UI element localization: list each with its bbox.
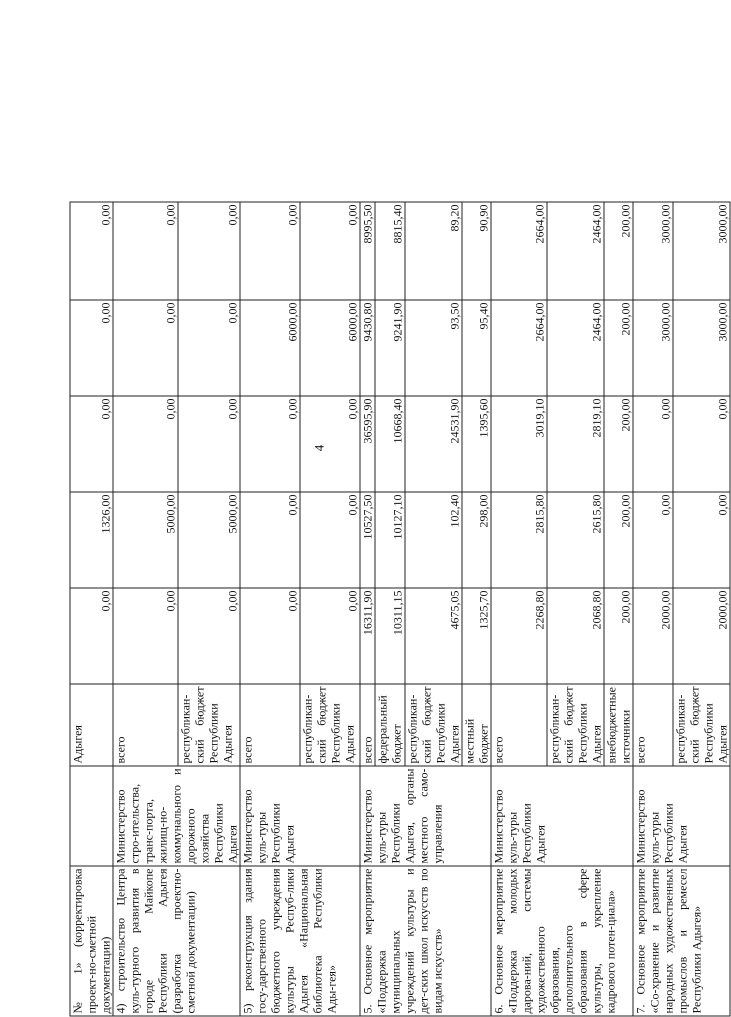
amount-cell-year-1: 0,00 <box>113 588 178 684</box>
amount-cell-year-5: 90,90 <box>462 202 491 300</box>
amount-cell-year-4: 6000,00 <box>240 300 300 396</box>
executor-cell: Министерство куль-туры Республики Адыгея <box>633 766 730 866</box>
amount-cell-year-5: 0,00 <box>113 202 178 300</box>
amount-cell-year-5: 0,00 <box>240 202 300 300</box>
funding-source-cell: республикан-ский бюджет Республики Адыгея <box>547 684 604 766</box>
amount-cell-year-3: 24531,90 <box>405 396 462 492</box>
measure-cell: 7. Основное мероприятие «Со-хранение и развитие народных художественных промыслов и ремесел Республики Адыгея» <box>633 866 730 1016</box>
amount-cell-year-5: 8815,40 <box>375 202 405 300</box>
executor-cell <box>70 766 113 866</box>
amount-cell-year-4: 6000,00 <box>300 300 360 396</box>
amount-cell-year-2: 10527,50 <box>360 492 375 588</box>
amount-cell-year-2: 0,00 <box>240 492 300 588</box>
amount-cell-year-2: 0,00 <box>673 492 730 588</box>
amount-cell-year-3: 0,00 <box>300 396 360 492</box>
amount-cell-year-5: 0,00 <box>300 202 360 300</box>
amount-cell-year-5: 89,20 <box>405 202 462 300</box>
amount-cell-year-3: 3019,10 <box>491 396 547 492</box>
budget-table <box>70 202 731 1017</box>
table-row <box>113 202 178 1016</box>
amount-cell-year-3: 36595,90 <box>360 396 375 492</box>
executor-cell: Министерство куль-туры Республики Адыгея <box>240 766 360 866</box>
amount-cell-year-1: 2000,00 <box>633 588 673 684</box>
funding-source-cell: федеральный бюджет <box>375 684 405 766</box>
amount-cell-year-2: 200,00 <box>604 492 633 588</box>
amount-cell-year-5: 2464,00 <box>547 202 604 300</box>
amount-cell-year-3: 0,00 <box>633 396 673 492</box>
amount-cell-year-5: 0,00 <box>70 202 113 300</box>
amount-cell-year-1: 10311,15 <box>375 588 405 684</box>
amount-cell-year-1: 16311,90 <box>360 588 375 684</box>
amount-cell-year-2: 10127,10 <box>375 492 405 588</box>
amount-cell-year-1: 2268,80 <box>491 588 547 684</box>
amount-cell-year-3: 0,00 <box>673 396 730 492</box>
funding-source-cell: местный бюджет <box>462 684 491 766</box>
funding-source-cell: республикан-ский бюджет Республики Адыгея <box>673 684 730 766</box>
amount-cell-year-2: 102,40 <box>405 492 462 588</box>
amount-cell-year-5: 2664,00 <box>491 202 547 300</box>
funding-source-cell: всего <box>491 684 547 766</box>
amount-cell-year-2: 298,00 <box>462 492 491 588</box>
amount-cell-year-1: 0,00 <box>240 588 300 684</box>
amount-cell-year-5: 0,00 <box>178 202 240 300</box>
amount-cell-year-5: 8995,50 <box>360 202 375 300</box>
amount-cell-year-1: 4675,05 <box>405 588 462 684</box>
amount-cell-year-1: 200,00 <box>604 588 633 684</box>
amount-cell-year-4: 0,00 <box>113 300 178 396</box>
funding-source-cell: республикан-ский бюджет Республики Адыгея <box>300 684 360 766</box>
budget-table-rotated <box>70 203 730 1017</box>
amount-cell-year-4: 9241,90 <box>375 300 405 396</box>
amount-cell-year-3: 0,00 <box>178 396 240 492</box>
funding-source-cell: всего <box>360 684 375 766</box>
amount-cell-year-2: 1326,00 <box>70 492 113 588</box>
funding-source-cell: республикан-ский бюджет Республики Адыгея <box>405 684 462 766</box>
amount-cell-year-3: 10668,40 <box>375 396 405 492</box>
amount-cell-year-3: 200,00 <box>604 396 633 492</box>
amount-cell-year-4: 2464,00 <box>547 300 604 396</box>
measure-cell: 5. Основное мероприятие «Поддержка муниципальных учреждений культуры и дет-ских школ искусств по видам искусств» <box>360 866 491 1016</box>
amount-cell-year-1: 0,00 <box>178 588 240 684</box>
amount-cell-year-3: 0,00 <box>240 396 300 492</box>
amount-cell-year-1: 2000,00 <box>673 588 730 684</box>
table-row <box>70 202 113 1016</box>
funding-source-cell: Адыгея <box>70 684 113 766</box>
executor-cell: Министерство куль-туры Республики Адыгея, органы местного само-управления <box>360 766 491 866</box>
amount-cell-year-1: 0,00 <box>300 588 360 684</box>
amount-cell-year-1: 1325,70 <box>462 588 491 684</box>
amount-cell-year-5: 3000,00 <box>673 202 730 300</box>
amount-cell-year-2: 0,00 <box>300 492 360 588</box>
amount-cell-year-2: 2615,80 <box>547 492 604 588</box>
amount-cell-year-4: 9430,80 <box>360 300 375 396</box>
amount-cell-year-2: 5000,00 <box>113 492 178 588</box>
amount-cell-year-5: 200,00 <box>604 202 633 300</box>
page-number: 4 <box>311 444 327 452</box>
measure-cell: № 1» (корректировка проект-но-сметной документации) <box>70 866 113 1016</box>
funding-source-cell: всего <box>633 684 673 766</box>
amount-cell-year-3: 2819,10 <box>547 396 604 492</box>
amount-cell-year-2: 2815,80 <box>491 492 547 588</box>
measure-cell: 5) реконструкция здания госу-дарственного бюджетного учреждения культуры Респуб-лики Адыгея «Национальная библиотека Республики Ады-гея» <box>240 866 360 1016</box>
amount-cell-year-4: 0,00 <box>178 300 240 396</box>
executor-cell: Министерство куль-туры Республики Адыгея <box>491 766 633 866</box>
table-row <box>360 202 375 1016</box>
amount-cell-year-4: 0,00 <box>70 300 113 396</box>
amount-cell-year-4: 200,00 <box>604 300 633 396</box>
measure-cell: 4) строительство Центра куль-турного развития в городе Майкопе Республики Адыгея (разработка проектно-сметной документации) <box>113 866 240 1016</box>
amount-cell-year-4: 3000,00 <box>633 300 673 396</box>
amount-cell-year-4: 93,50 <box>405 300 462 396</box>
amount-cell-year-4: 3000,00 <box>673 300 730 396</box>
executor-cell: Министерство стро-ительства, транс-порта, жилищ-но-коммунального и дорожного хозяйства Республики Адыгея <box>113 766 240 866</box>
funding-source-cell: всего <box>113 684 178 766</box>
amount-cell-year-1: 2068,80 <box>547 588 604 684</box>
amount-cell-year-4: 95,40 <box>462 300 491 396</box>
measure-cell: 6. Основное мероприятие «Поддержка молодых дарова-ний, системы художественного образования, дополнительного образования в сфере культуры, укрепление кадрового потен-циала» <box>491 866 633 1016</box>
amount-cell-year-2: 5000,00 <box>178 492 240 588</box>
amount-cell-year-5: 3000,00 <box>633 202 673 300</box>
amount-cell-year-3: 0,00 <box>113 396 178 492</box>
amount-cell-year-3: 0,00 <box>70 396 113 492</box>
amount-cell-year-1: 0,00 <box>70 588 113 684</box>
table-row <box>491 202 547 1016</box>
funding-source-cell: внебюджетные источники <box>604 684 633 766</box>
table-row <box>633 202 673 1016</box>
amount-cell-year-3: 1395,60 <box>462 396 491 492</box>
amount-cell-year-4: 2664,00 <box>491 300 547 396</box>
amount-cell-year-2: 0,00 <box>633 492 673 588</box>
table-row <box>240 202 300 1016</box>
funding-source-cell: всего <box>240 684 300 766</box>
funding-source-cell: республикан-ский бюджет Республики Адыгея <box>178 684 240 766</box>
